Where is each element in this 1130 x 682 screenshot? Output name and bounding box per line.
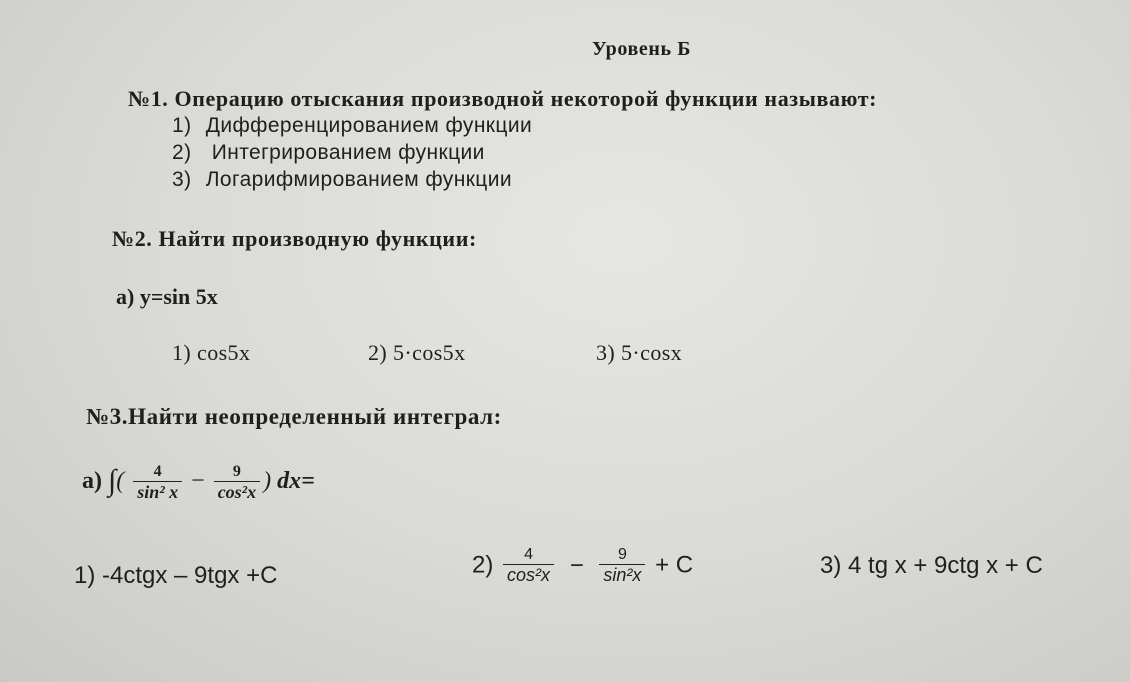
question-3-task-integral bbox=[82, 462, 315, 502]
fraction-9-over-sin-squared bbox=[599, 546, 645, 585]
close-paren: ) bbox=[263, 468, 272, 494]
fraction-numerator: 9 bbox=[617, 546, 627, 563]
question-1-heading: №1. Операцию отыскания производной некоторой функции называют: bbox=[128, 86, 878, 111]
option-text: Интегрированием функции bbox=[211, 141, 485, 164]
task-prefix: а) bbox=[82, 468, 102, 494]
question-3-heading: №3.Найти неопределенный интеграл: bbox=[86, 404, 502, 429]
fraction-denominator: cos²x bbox=[214, 481, 260, 502]
minus-sign: − bbox=[569, 551, 584, 579]
fraction-denominator: sin² x bbox=[133, 481, 182, 502]
open-paren: ( bbox=[116, 468, 125, 494]
question-3-option-2 bbox=[472, 546, 693, 585]
option-number: 3) bbox=[172, 168, 192, 191]
integral-sign: ∫ bbox=[108, 464, 117, 497]
fraction-9-over-cos-squared bbox=[214, 463, 260, 502]
fraction-4-over-sin-squared bbox=[133, 463, 182, 502]
question-1-option-3 bbox=[172, 168, 512, 192]
fraction-denominator: sin²x bbox=[599, 564, 645, 585]
question-2-option-3: 3) 5·cosx bbox=[596, 340, 683, 365]
option-prefix: 2) bbox=[472, 551, 494, 579]
option-text: Логарифмированием функции bbox=[205, 168, 512, 191]
fraction-numerator: 4 bbox=[524, 546, 533, 563]
page-title: Уровень Б bbox=[592, 38, 692, 60]
fraction-denominator: cos²x bbox=[503, 564, 554, 585]
question-3-option-1: 1) -4ctgx – 9tgx +C bbox=[74, 562, 278, 589]
question-2-option-2: 2) 5·cos5x bbox=[368, 340, 466, 365]
fraction-numerator: 9 bbox=[232, 462, 241, 480]
dx-suffix: dx= bbox=[277, 468, 315, 494]
question-2-task: а) y=sin 5x bbox=[116, 284, 218, 309]
question-1-option-2 bbox=[172, 141, 485, 165]
option-number: 1) bbox=[172, 114, 192, 137]
option-number: 2) bbox=[172, 141, 192, 164]
plus-c: + C bbox=[655, 551, 694, 579]
question-2-option-1: 1) cos5x bbox=[172, 340, 251, 365]
question-3-option-3: 3) 4 tg x + 9ctg x + C bbox=[820, 552, 1043, 579]
question-1-option-1 bbox=[172, 114, 532, 138]
minus-sign: − bbox=[191, 468, 205, 494]
fraction-numerator: 4 bbox=[153, 462, 162, 480]
fraction-4-over-cos-squared bbox=[503, 546, 554, 585]
question-2-heading: №2. Найти производную функции: bbox=[112, 226, 477, 251]
option-text: Дифференцированием функции bbox=[205, 114, 533, 137]
